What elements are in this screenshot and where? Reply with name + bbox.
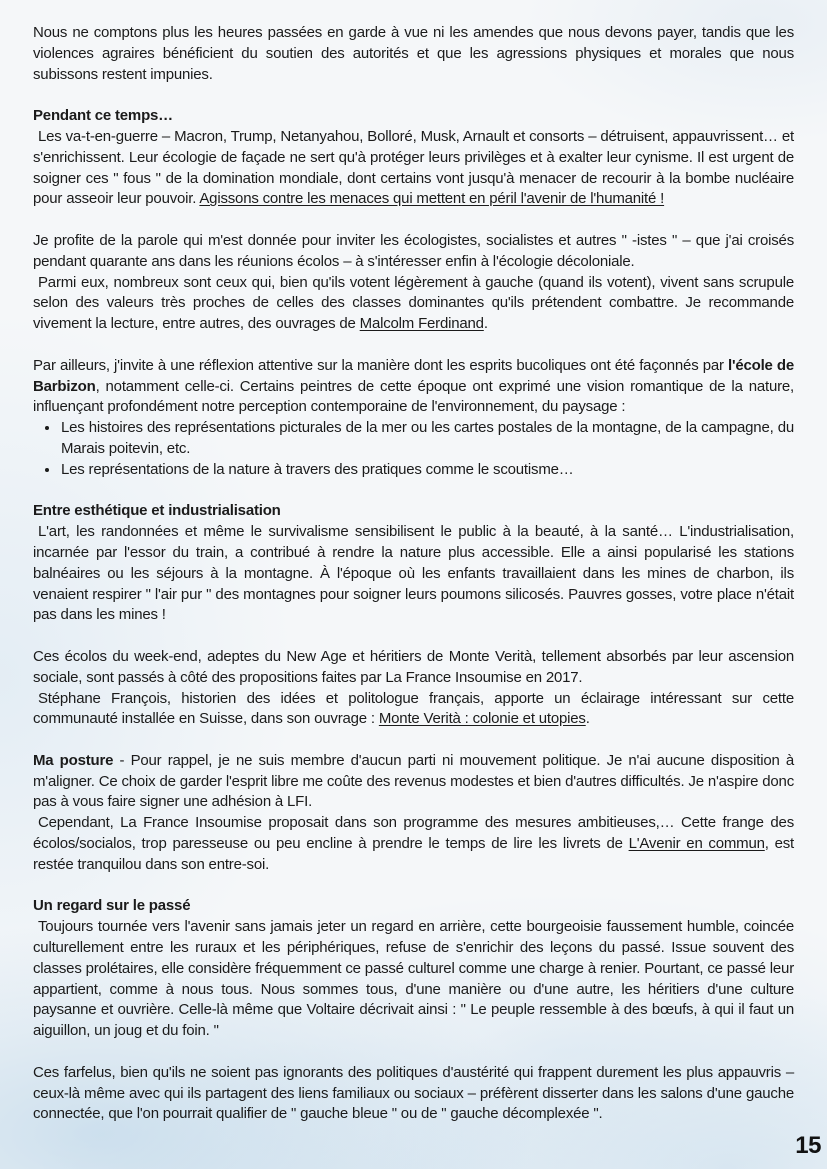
- section-heading: Entre esthétique et industrialisation: [33, 502, 281, 520]
- section: [33, 231, 794, 335]
- list-item: [60, 460, 794, 481]
- section: [33, 751, 794, 876]
- paragraph: [33, 1063, 794, 1125]
- text-run: .: [585, 710, 590, 728]
- link-monte-verita-colonie-et-utopies[interactable]: Monte Verità : colonie et utopies: [378, 710, 586, 728]
- section: [33, 1063, 794, 1125]
- section: [33, 501, 794, 626]
- list-item: [60, 418, 794, 460]
- text-run: Je profite de la parole qui m'est donnée pour inviter les écologistes, socialistes et autres " -istes " – que j'ai croisés pendant quarante ans dans les réunions écolos – à s'intéresser enfin à l'écologie décoloniale.: [33, 231, 794, 270]
- section: [33, 106, 794, 210]
- text-run: Les histoires des représentations picturales de la mer ou les cartes postales de la montagne, de la campagne, du Marais poitevin, etc.: [61, 419, 794, 457]
- link-malcolm-ferdinand[interactable]: Malcolm Ferdinand: [359, 315, 484, 333]
- bullet-list: [33, 418, 794, 480]
- text-run: - Pour rappel, je ne suis membre d'aucun parti ni mouvement politique. Je n'ai aucune disposition à m'aligner. Ce choix de garder l'esprit libre me coûte des revenus modestes et bien d'autres difficultés. Je n'aspire donc pas à vous faire signer une adhésion à LFI.: [33, 751, 794, 811]
- link-avenir-en-commun[interactable]: L'Avenir en commun: [628, 835, 765, 853]
- text-run: Toujours tournée vers l'avenir sans jamais jeter un regard en arrière, cette bourgeoisie faussement humble, coincée culturellement entre les ruraux et les périphériques, refuse de s'enrichir des leçons du passé. Issue souvent des classes prolétaires, elle considère fréquemment ce passé culturel comme une charge à renier. Pourtant, ce passé leur appartient, comme à nous tous. Nous sommes tous, d'une manière ou d'une autre, les héritiers d'une culture paysanne et ouvrière. Celle-là même que Voltaire décrivait ainsi : " Le peuple ressemble à des bœufs, à qui il faut un aiguillon, un joug et du foin. ": [33, 918, 794, 1040]
- paragraph: [33, 647, 794, 689]
- paragraph: [33, 522, 794, 626]
- page-number: 15: [795, 1132, 821, 1159]
- section: [33, 23, 794, 85]
- bold-text: l'école de Barbizon: [33, 356, 794, 395]
- section-heading: Un regard sur le passé: [33, 897, 191, 915]
- text-run: , notamment celle-ci. Certains peintres de cette époque ont exprimé une vision romantique de la nature, influençant profondément notre perception contemporaine de l'environnement, du paysage :: [33, 377, 794, 416]
- paragraph: [33, 23, 794, 85]
- section: [33, 896, 794, 1042]
- paragraph: [33, 231, 794, 273]
- section: [33, 356, 794, 481]
- bold-text: Ma posture: [33, 751, 114, 769]
- section-heading: Pendant ce temps…: [33, 107, 173, 125]
- text-run: Les représentations de la nature à travers des pratiques comme le scoutisme…: [61, 460, 574, 478]
- paragraph: [33, 917, 794, 1042]
- text-run: Ces farfelus, bien qu'ils ne soient pas ignorants des politiques d'austérité qui frappent durement les plus appauvris – ceux-là même avec qui ils partagent des liens familiaux ou sociaux – préfèrent disserter dans les salons d'une gauche connectée, que l'on pourrait qualifier de " gauche bleue " ou de " gauche décomplexée ".: [33, 1063, 794, 1123]
- link-agissons-contre-les-menaces[interactable]: Agissons contre les menaces qui mettent en péril l'avenir de l'humanité !: [199, 190, 665, 208]
- paragraph: [33, 273, 794, 335]
- text-run: Nous ne comptons plus les heures passées en garde à vue ni les amendes que nous devons payer, tandis que les violences agraires bénéficient du soutien des autorités et que les agressions physiques et morales que nous subissons restent impunies.: [33, 24, 794, 83]
- section: [33, 647, 794, 730]
- text-run: Ces écolos du week-end, adeptes du New Age et héritiers de Monte Verità, tellement absorbés par leur ascension sociale, sont passés à côté des propositions faites par La France Insoumise en 2017.: [33, 647, 794, 686]
- text-run: Stéphane François, historien des idées et politologue français, apporte un éclairage intéressant sur cette communauté installée en Suisse, dans son ouvrage :: [33, 689, 794, 728]
- text-run: , est restée tranquilou dans son entre-soi.: [33, 835, 794, 873]
- text-run: Par ailleurs, j'invite à une réflexion attentive sur la manière dont les esprits bucoliques ont été façonnés par: [33, 356, 728, 374]
- paragraph: [33, 689, 794, 731]
- paragraph: [33, 751, 794, 813]
- text-run: .: [483, 315, 488, 333]
- text-run: Parmi eux, nombreux sont ceux qui, bien qu'ils votent légèrement à gauche (quand ils votent), vivent sans scrupule selon des valeurs très proches de celles des classes dominantes qu'ils prétendent combattre. Je recommande vivement la lecture, entre autres, des ouvrages de: [33, 273, 794, 333]
- article-body: [33, 23, 794, 1125]
- text-run: Cependant, La France Insoumise proposait dans son programme des mesures ambitieuses,… Cette frange des écolos/socialos, trop paresseuse ou peu encline à prendre le temps de lire les livrets de: [33, 814, 794, 853]
- paragraph: [33, 127, 794, 210]
- text-run: L'art, les randonnées et même le survivalisme sensibilisent le public à la beauté, à la santé… L'industrialisation, incarnée par l'essor du train, a contribué à rendre la nature plus accessible. Elle a ainsi popularisé les stations balnéaires ou les séjours à la montagne. À l'époque où les enfants travaillaient dans les mines de charbon, ils venaient respirer " l'air pur " des montagnes pour soigner leurs poumons silicosés. Pauvres gosses, votre place n'était pas dans les mines !: [33, 523, 794, 624]
- paragraph: [33, 813, 794, 875]
- text-run: Les va-t-en-guerre – Macron, Trump, Netanyahou, Bolloré, Musk, Arnault et consorts – détruisent, appauvrissent… et s'enrichissent. Leur écologie de façade ne sert qu'à protéger leurs privilèges et à exalter leur cynisme. Il est urgent de soigner ces " fous " de la domination mondiale, dont certains vont jusqu'à menacer de recourir à la bombe nucléaire pour asseoir leur pouvoir.: [33, 127, 794, 208]
- paragraph: [33, 356, 794, 418]
